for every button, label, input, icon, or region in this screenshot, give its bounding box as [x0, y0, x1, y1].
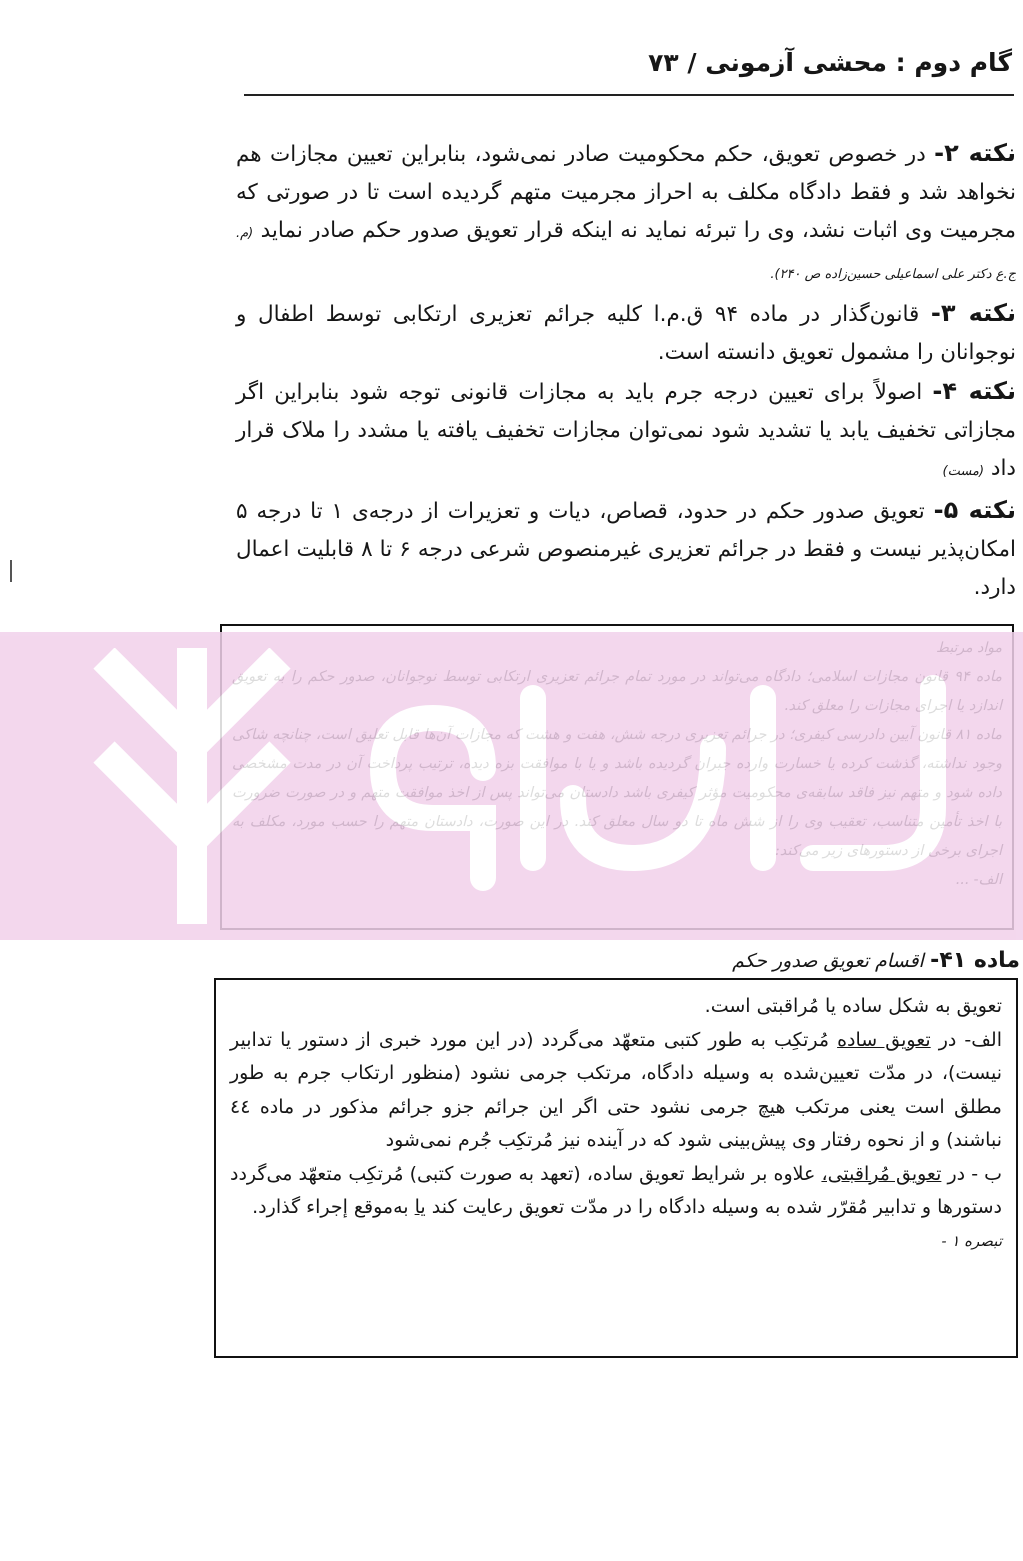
scan-edge-mark [10, 560, 12, 582]
clause-b-or: یا [414, 1196, 426, 1218]
article-41-title [244, 944, 1020, 977]
article-clause-b [230, 1158, 1002, 1225]
note-3 [236, 294, 1016, 372]
article-clause-a [230, 1024, 1002, 1158]
note-text: تعویق صدور حکم در حدود، قصاص، دیات و تعزیرات از درجه‌ی ۱ تا درجه ۵ امکان‌پذیر نیست و فقط در جرائم تعزیری غیرمنصوص شرعی درجه ۶ تا ۸ قابلیت اعمال دارد. [236, 499, 1016, 600]
note-text: در خصوص تعویق، حکم محکومیت صادر نمی‌شود، بنابراین تعیین مجازات هم نخواهد شد و فقط دادگاه مکلف به احراز مجرمیت متهم گردیده است تا در صورتی که مجرمیت وی اثبات نشد، وی را تبرئه نماید نه اینکه قرار تعویق صدور حکم صادر نماید [236, 142, 1016, 243]
clause-b-term: تعویق مُراقبتی، [821, 1162, 942, 1185]
note-4 [236, 372, 1016, 491]
clause-b-text: علاوه بر شرایط تعویق ساده، (تعهد به صورت کتبی) مُرتکِب متعهّد می‌گردد دستورها و تدابیر مُقرّر شده به وسیله دادگاه را در مدّت تعویق رعایت کند [230, 1162, 1002, 1218]
note-text: قانون‌گذار در ماده ۹۴ ق.م.ا کلیه جرائم تعزیری ارتکابی توسط اطفال و نوجوانان را مشمول تعویق دانسته است. [236, 302, 1016, 365]
clause-b-prefix: ب - در [947, 1162, 1003, 1185]
article-footnote: تبصره ۱ - [941, 1231, 1002, 1250]
page-header: گام دوم : محشی آزمونی / ۷۳ [648, 48, 1012, 77]
clause-a-prefix: الف- در [938, 1028, 1002, 1051]
note-citation: (مست) [942, 464, 985, 479]
watermark-lettering-icon [333, 658, 953, 898]
note-5 [236, 491, 1016, 607]
notes-column [236, 134, 1016, 607]
note-label: نکته ۵- [933, 496, 1017, 524]
note-label: نکته ۲- [934, 139, 1016, 167]
header-divider [244, 94, 1014, 96]
clause-a-term: تعویق ساده [837, 1028, 931, 1051]
note-label: نکته ۴- [932, 377, 1016, 405]
clause-b-end: به‌موقع إجراء گذارد. [252, 1196, 409, 1218]
note-text: اصولاً برای تعیین درجه جرم باید به مجازات قانونی توجه شود بنابراین اگر مجازاتی تخفیف یابد یا تشدید شود نمی‌توان مجازات تخفیف یافته یا مشدد را ملاک قرار داد [236, 380, 1016, 481]
note-2 [236, 134, 1016, 294]
publisher-logo-icon [86, 648, 298, 924]
article-41-box [214, 978, 1018, 1358]
article-heading: اقسام تعویق صدور حکم [732, 950, 924, 972]
clause-a-text: مُرتکِب به طور کتبی متعهّد می‌گردد (در این مورد خبری از دستور یا تدابیر نیست)، در مدّت تعیین‌شده به وسیله دادگاه، مرتکب جرمی نشود (منظور ارتکاب جرم به طور مطلق است یعنی مرتکب هیچ جرمی نشود حتی اگر این جرائم جزو جرائم مذکور در ماده ٤٤ نباشند) و از نحوه رفتار وی پیش‌بینی شود که در آینده نیز مُرتکِب جُرم نمی‌شود [230, 1028, 1002, 1151]
publisher-watermark [0, 632, 1023, 940]
article-intro: تعویق به شکل ساده یا مُراقبتی است. [704, 995, 1002, 1017]
note-citation: (م. ج.ع دکتر علی اسماعیلی حسین‌زاده ص ۲۴۰). [236, 226, 1016, 282]
note-label: نکته ۳- [930, 299, 1016, 327]
article-number: ماده ۴۱- [930, 948, 1020, 973]
